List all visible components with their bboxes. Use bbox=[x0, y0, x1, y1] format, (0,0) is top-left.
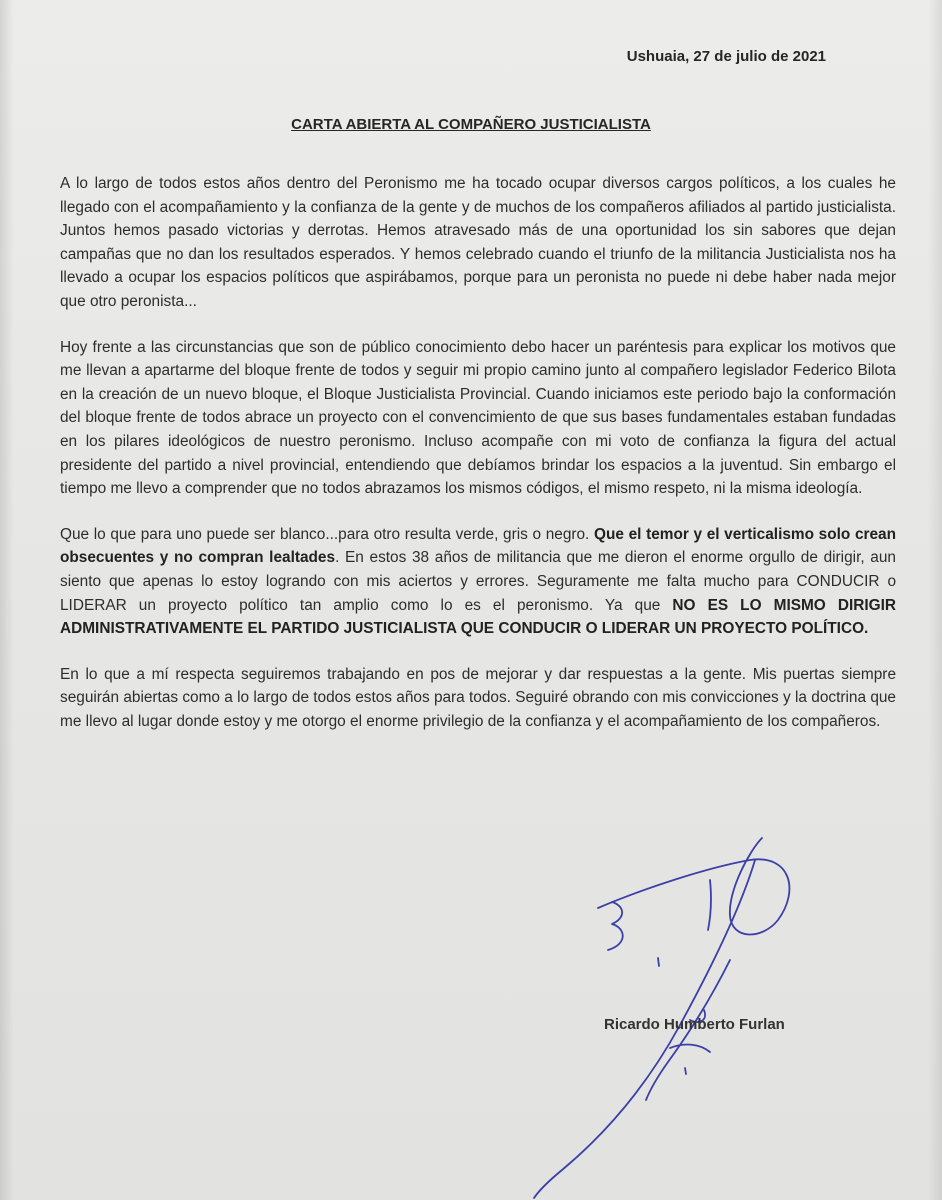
page-edge-shadow-right bbox=[928, 0, 942, 1200]
paragraph-3-bold-a: Que el temor y el verticalismo solo crean obsecuentes y no compran lealtades bbox=[60, 525, 897, 567]
page-edge-shadow-left bbox=[0, 0, 14, 1200]
paragraph-2: Hoy frente a las circunstancias que son de público conocimiento debo hacer un paréntesis para explicar los motivos que me llevan a apartarme del bloque frente de todos y seguir mi propio camino junto al compañero legislador Federico Bilota en la creación de un nuevo bloque, el Bloque Justicialista Provincial. Cuando iniciamos este periodo bajo la conformación del bloque frente de todos abrace un proyecto con el convencimiento de que sus bases fundamentales estaban fundadas en los pilares ideológicos de nuestro peronismo. Incluso acompañe con mi voto de confianza la figura del actual presidente del partido a nivel provincial, entendiendo que debíamos brindar los espacios a la juventud. Sin embargo el tiempo me llevo a comprender que no todos abrazamos los mismos códigos, el mismo respeto, ni la misma ideología. bbox=[60, 338, 896, 498]
paragraph-3 bbox=[60, 523, 896, 641]
paragraph-1: A lo largo de todos estos años dentro del Peronismo me ha tocado ocupar diversos cargos políticos, a los cuales he llegado con el acompañamiento y la confianza de la gente y de muchos de los compañeros afiliados al partido justicialista. Juntos hemos pasado victorias y derrotas. Hemos atravesado más de una oportunidad los sin sabores que dejan campañas que no dan los resultados esperados. Y hemos celebrado cuando el triunfo de la militancia Justicialista nos ha llevado a ocupar los espacios políticos que aspirábamos, porque para un peronista no puede ni debe haber nada mejor que otro peronista... bbox=[60, 175, 896, 310]
paragraph-3-part-c: . En estos 38 años de militancia que me dieron el enorme orgullo de dirigir, aun siento que apenas lo estoy logrando con mis aciertos y errores. Seguramente me falta mucho para CONDUCIR o LIDERAR un proyecto político tan amplio como lo es el peronismo. Ya que bbox=[60, 549, 896, 614]
paragraph-3-part-a: Que lo que para uno puede ser blanco...para otro resulta verde, gris o negro. bbox=[60, 525, 594, 543]
handwritten-signature bbox=[500, 820, 830, 1200]
letter-date: Ushuaia, 27 de julio de 2021 bbox=[626, 48, 826, 65]
paragraph-4: En lo que a mí respecta seguiremos trabajando en pos de mejorar y dar respuestas a la gente. Mis puertas siempre seguirán abiertas como a lo largo de todos estos años para todos. Seguiré obrando con mis convicciones y la doctrina que me llevo al lugar donde estoy y me otorgo el enorme privilegio de la confianza y el acompañamiento de los compañeros. bbox=[60, 665, 896, 730]
signer-name: Ricardo Humberto Furlan bbox=[604, 1016, 785, 1033]
letter-body bbox=[60, 172, 896, 755]
letter-title: CARTA ABIERTA AL COMPAÑERO JUSTICIALISTA bbox=[291, 116, 651, 133]
paragraph-3-bold-d: NO ES LO MISMO DIRIGIR ADMINISTRATIVAMENTE EL PARTIDO JUSTICIALISTA QUE CONDUCIR O LIDERAR UN PROYECTO POLÍTICO. bbox=[60, 596, 896, 638]
